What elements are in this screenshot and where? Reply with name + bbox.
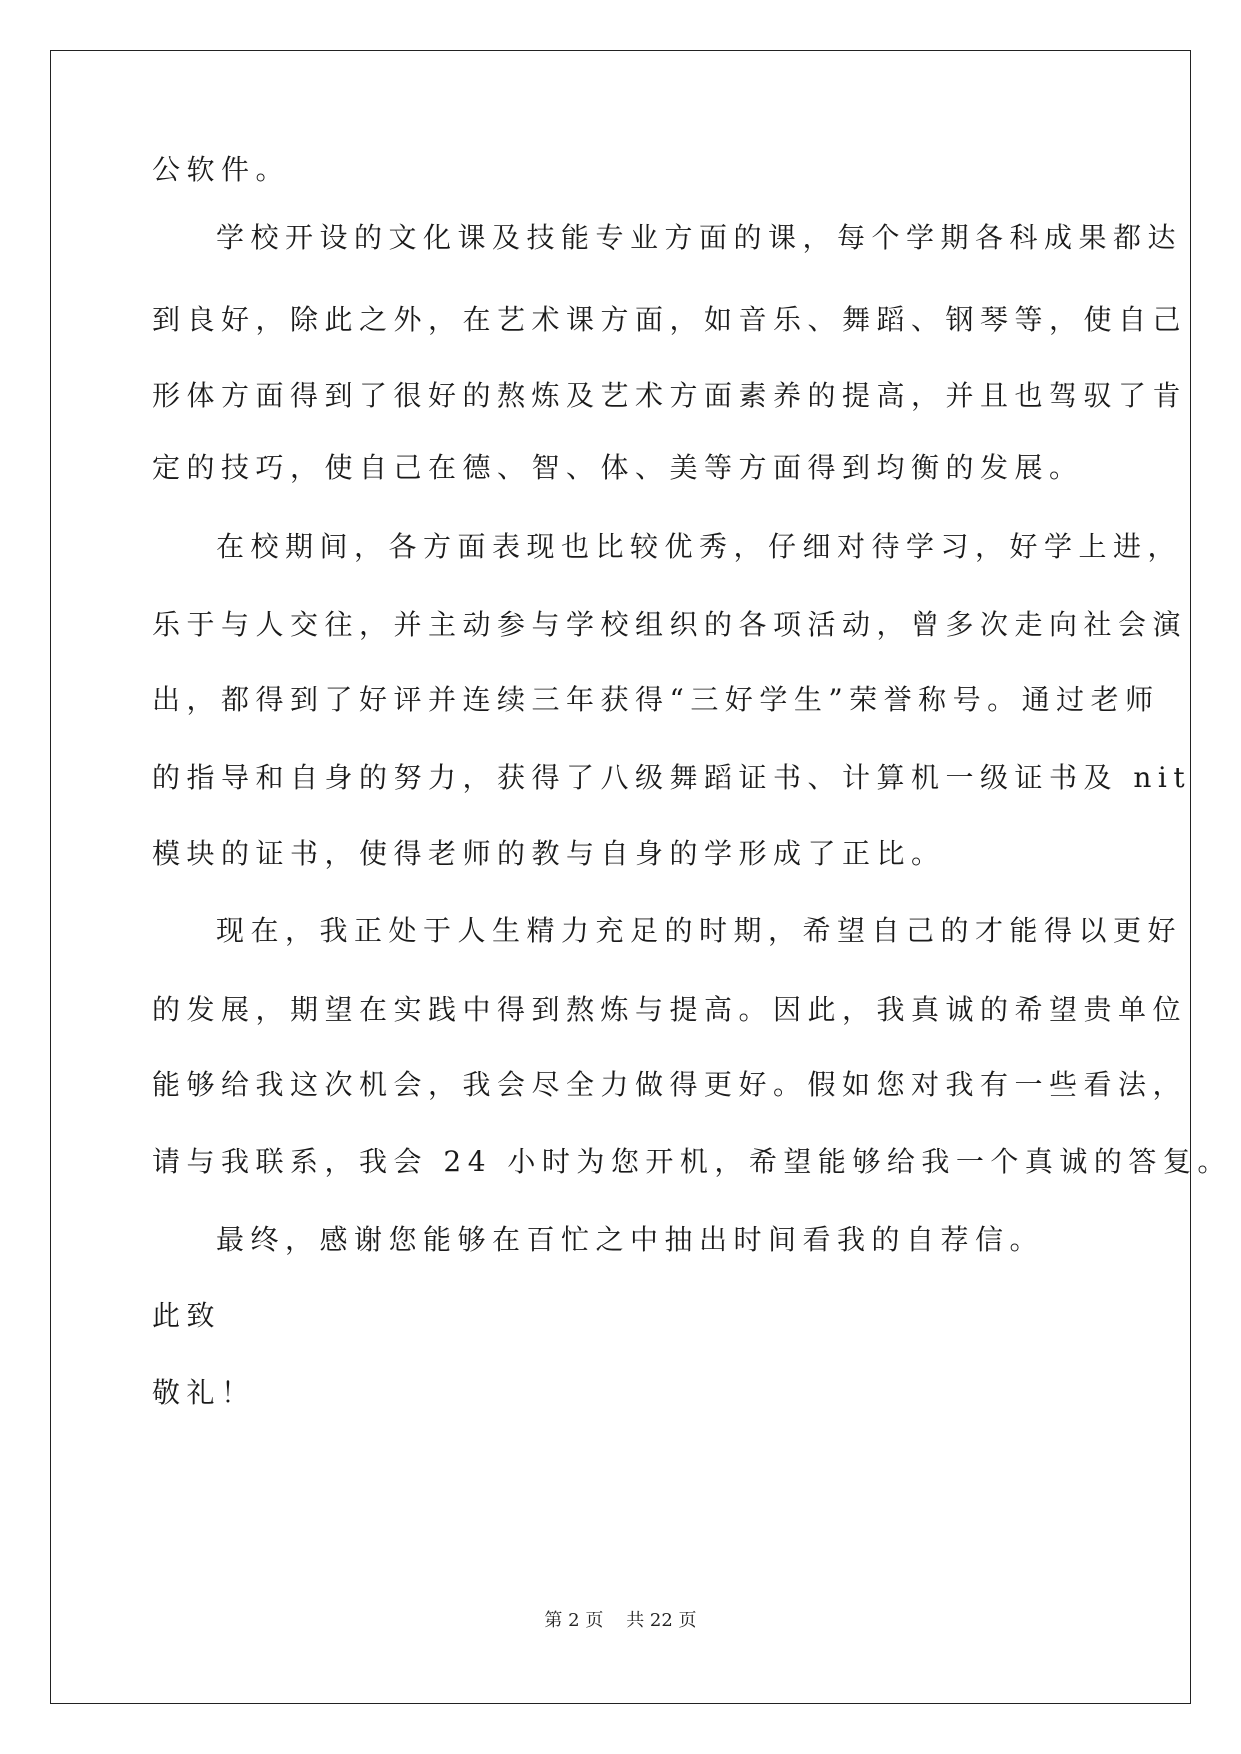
- text-line: 敬礼！: [152, 1376, 256, 1409]
- text-line: 在校期间，各方面表现也比较优秀，仔细对待学习，好学上进，: [216, 530, 1183, 563]
- text-line: 乐于与人交往，并主动参与学校组织的各项活动，曾多次走向社会演: [152, 608, 1188, 641]
- page-footer: [0, 1609, 1241, 1633]
- text-line: 形体方面得到了很好的熬炼及艺术方面素养的提高，并且也驾驭了肯: [152, 379, 1188, 412]
- text-line: 定的技巧，使自己在德、智、体、美等方面得到均衡的发展。: [152, 451, 1084, 484]
- text-line: 学校开设的文化课及技能专业方面的课，每个学期各科成果都达: [216, 221, 1183, 254]
- text-line: 到良好，除此之外，在艺术课方面，如音乐、舞蹈、钢琴等，使自己: [152, 303, 1188, 336]
- page-border: [50, 50, 1191, 1704]
- text-line: 请与我联系，我会 24 小时为您开机，希望能够给我一个真诚的答复。: [152, 1145, 1232, 1178]
- text-line: 现在，我正处于人生精力充足的时期，希望自己的才能得以更好: [216, 914, 1183, 947]
- page-number: 第 2 页 共 22 页: [544, 1610, 697, 1631]
- text-line: 公软件。: [152, 153, 291, 186]
- text-line: 模块的证书，使得老师的教与自身的学形成了正比。: [152, 837, 946, 870]
- text-line: 出，都得到了好评并连续三年获得“三好学生”荣誉称号。通过老师: [152, 683, 1160, 716]
- text-line: 能够给我这次机会，我会尽全力做得更好。假如您对我有一些看法，: [152, 1068, 1188, 1101]
- text-line: 的发展，期望在实践中得到熬炼与提高。因此，我真诚的希望贵单位: [152, 993, 1188, 1026]
- text-line: 最终，感谢您能够在百忙之中抽出时间看我的自荐信。: [216, 1223, 1045, 1256]
- text-line: 的指导和自身的努力，获得了八级舞蹈证书、计算机一级证书及 nit: [152, 761, 1192, 794]
- text-line: 此致: [152, 1299, 222, 1332]
